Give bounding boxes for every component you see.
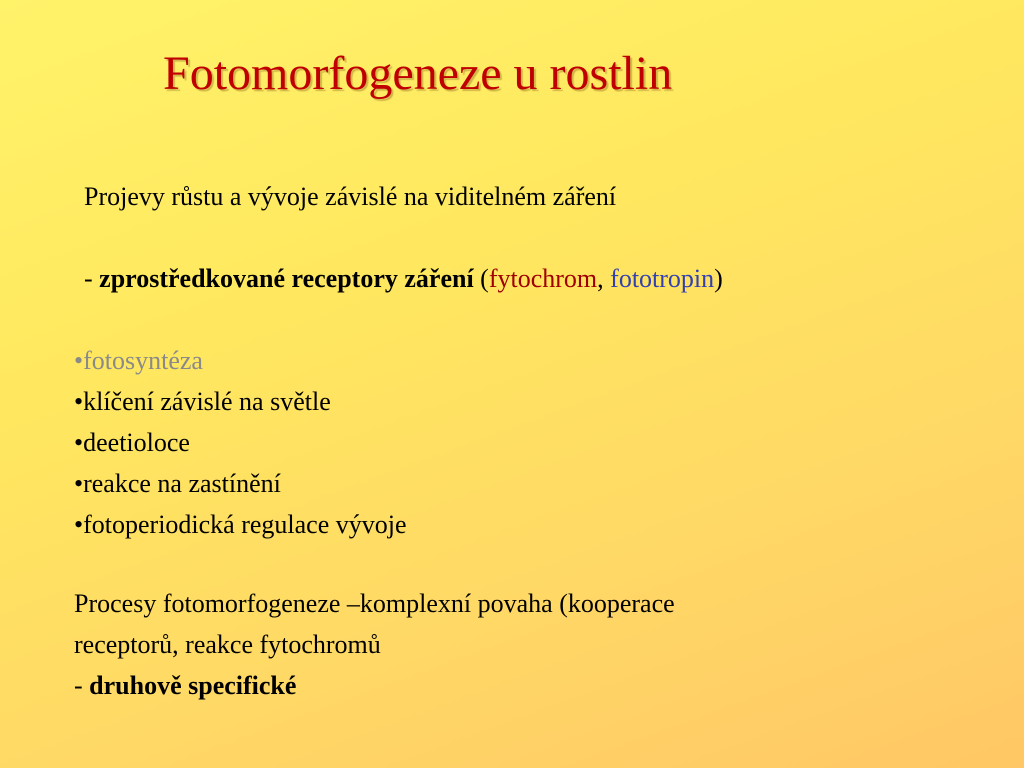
fytochrom-term: fytochrom: [488, 264, 598, 293]
bullet-mark: •: [74, 510, 84, 539]
slide-title: Fotomorfogeneze u rostlin: [163, 47, 673, 100]
dash: -: [84, 264, 100, 293]
processes-text-line-1: Procesy fotomorfogeneze –komplexní povaha (kooperace: [74, 589, 675, 618]
process-list: [74, 340, 407, 545]
fototropin-term: fototropin: [610, 264, 715, 293]
dash: -: [74, 671, 90, 700]
comma: ,: [597, 264, 611, 293]
list-item: [74, 340, 407, 381]
list-item: [74, 463, 407, 504]
receptor-mediated-line: [84, 262, 723, 296]
list-item-text: klíčení závislé na světle: [83, 387, 331, 416]
list-item-text: fotosyntéza: [83, 346, 203, 375]
list-item: [74, 381, 407, 422]
bullet-mark: •: [74, 469, 84, 498]
list-item-text: reakce na zastínění: [83, 469, 281, 498]
species-specific-label: druhově specifické: [89, 671, 297, 700]
bullet-mark: •: [74, 428, 84, 457]
receptor-mediated-label: zprostředkované receptory záření: [99, 264, 474, 293]
processes-text-line-2: receptorů, reakce fytochromů: [74, 630, 381, 659]
list-item: [74, 504, 407, 545]
species-specific-line: [74, 669, 296, 703]
bullet-mark: •: [74, 346, 84, 375]
list-item-text: fotoperiodická regulace vývoje: [83, 510, 407, 539]
list-item-text: deetioloce: [83, 428, 190, 457]
bullet-mark: •: [74, 387, 84, 416]
list-item: [74, 422, 407, 463]
intro-text: Projevy růstu a vývoje závislé na viditelném záření: [84, 182, 617, 211]
open-paren: (: [473, 264, 489, 293]
close-paren: ): [714, 264, 723, 293]
